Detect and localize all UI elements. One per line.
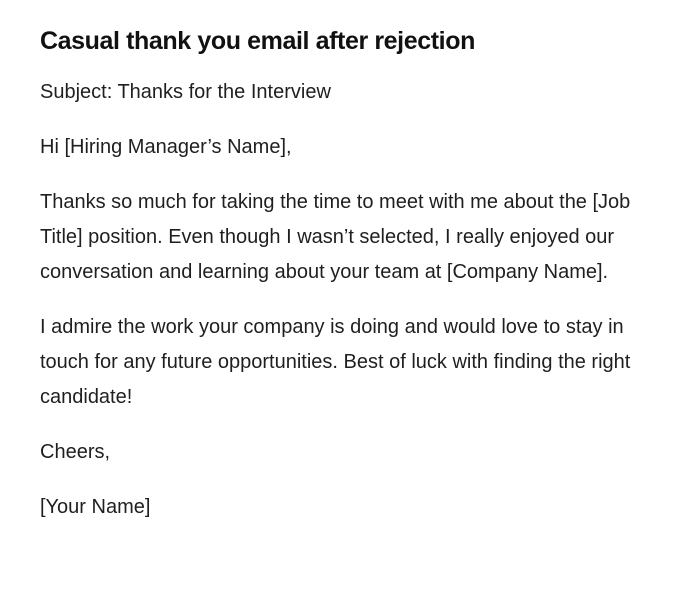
- page-title: Casual thank you email after rejection: [40, 27, 475, 55]
- email-body-paragraph-1: Thanks so much for taking the time to meet with me about the [Job Title] position. Even though I wasn’t selected, I really enjoyed our conversation and learning about your team at [Company Name].: [40, 191, 631, 283]
- email-closing: Cheers,: [40, 441, 111, 463]
- email-subject: Subject: Thanks for the Interview: [40, 81, 331, 103]
- email-body-paragraph-2: I admire the work your company is doing and would love to stay in touch for any future opportunities. Best of luck with finding the right candidate!: [40, 316, 631, 408]
- email-greeting: Hi [Hiring Manager’s Name],: [40, 136, 292, 158]
- email-signature: [Your Name]: [40, 496, 151, 518]
